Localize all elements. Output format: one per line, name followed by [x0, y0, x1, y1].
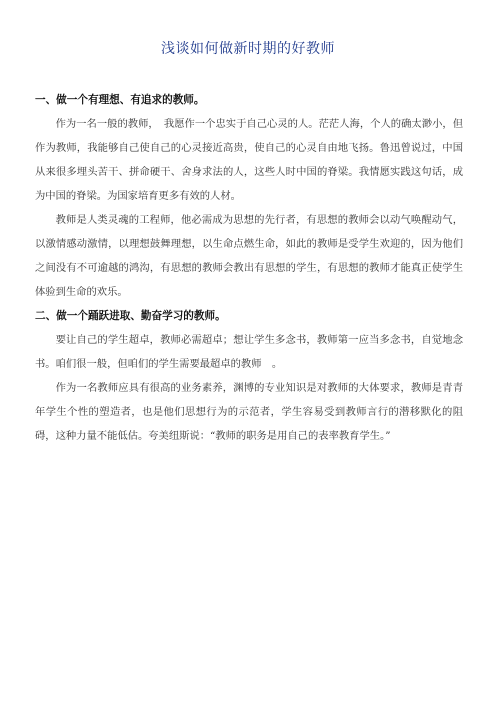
section-1-paragraph-2: 教师是人类灵魂的工程师，他必需成为思想的先行者，有思想的教师会以动气唤醒动气，以激情感动激情，以理想鼓舞理想，以生命点燃生命，如此的教师是受学生欢迎的，因为他们之间没有不可逾越的鸿沟，有思想的教师会教出有思想的学生，有思想的教师才能真正使学生体验到生命的欢乐。	[35, 214, 463, 298]
section-2-paragraph-1: 要让自己的学生超卓，教师必需超卓；想让学生多念书，教师第一应当多念书，自觉地念书。咱们很一般，但咱们的学生需要最超卓的教师 。	[35, 334, 463, 370]
section-heading-1: 一、做一个有理想、有追求的教师。	[35, 94, 205, 106]
section-heading-2: 二、做一个踊跃进取、勤奋学习的教师。	[35, 310, 226, 322]
section-1-paragraph-1: 作为一名一般的教师， 我愿作一个忠实于自己心灵的人。茫茫人海，个人的确太渺小，但作为教师，我能够自己使自己的心灵接近高贵，使自己的心灵自由地飞扬。鲁迅曾说过，中国从来很多埋头苦干、拼命硬干、舍身求法的人，这些人时中国的脊梁。我情愿实践这句话，成为中国的脊梁。为国家培育更多有效的人材。	[35, 118, 463, 202]
section-2-paragraph-2: 作为一名教师应具有很高的业务素养，渊博的专业知识是对教师的大体要求，教师是青青年学生个性的塑造者，也是他们思想行为的示范者，学生容易受到教师言行的潜移默化的阻碍，这种力量不能低估。夸美纽斯说：“教师的职务是用自己的表率教育学生。”	[35, 382, 463, 442]
document-body	[35, 88, 463, 448]
document-title: 浅谈如何做新时期的好教师	[161, 41, 335, 57]
